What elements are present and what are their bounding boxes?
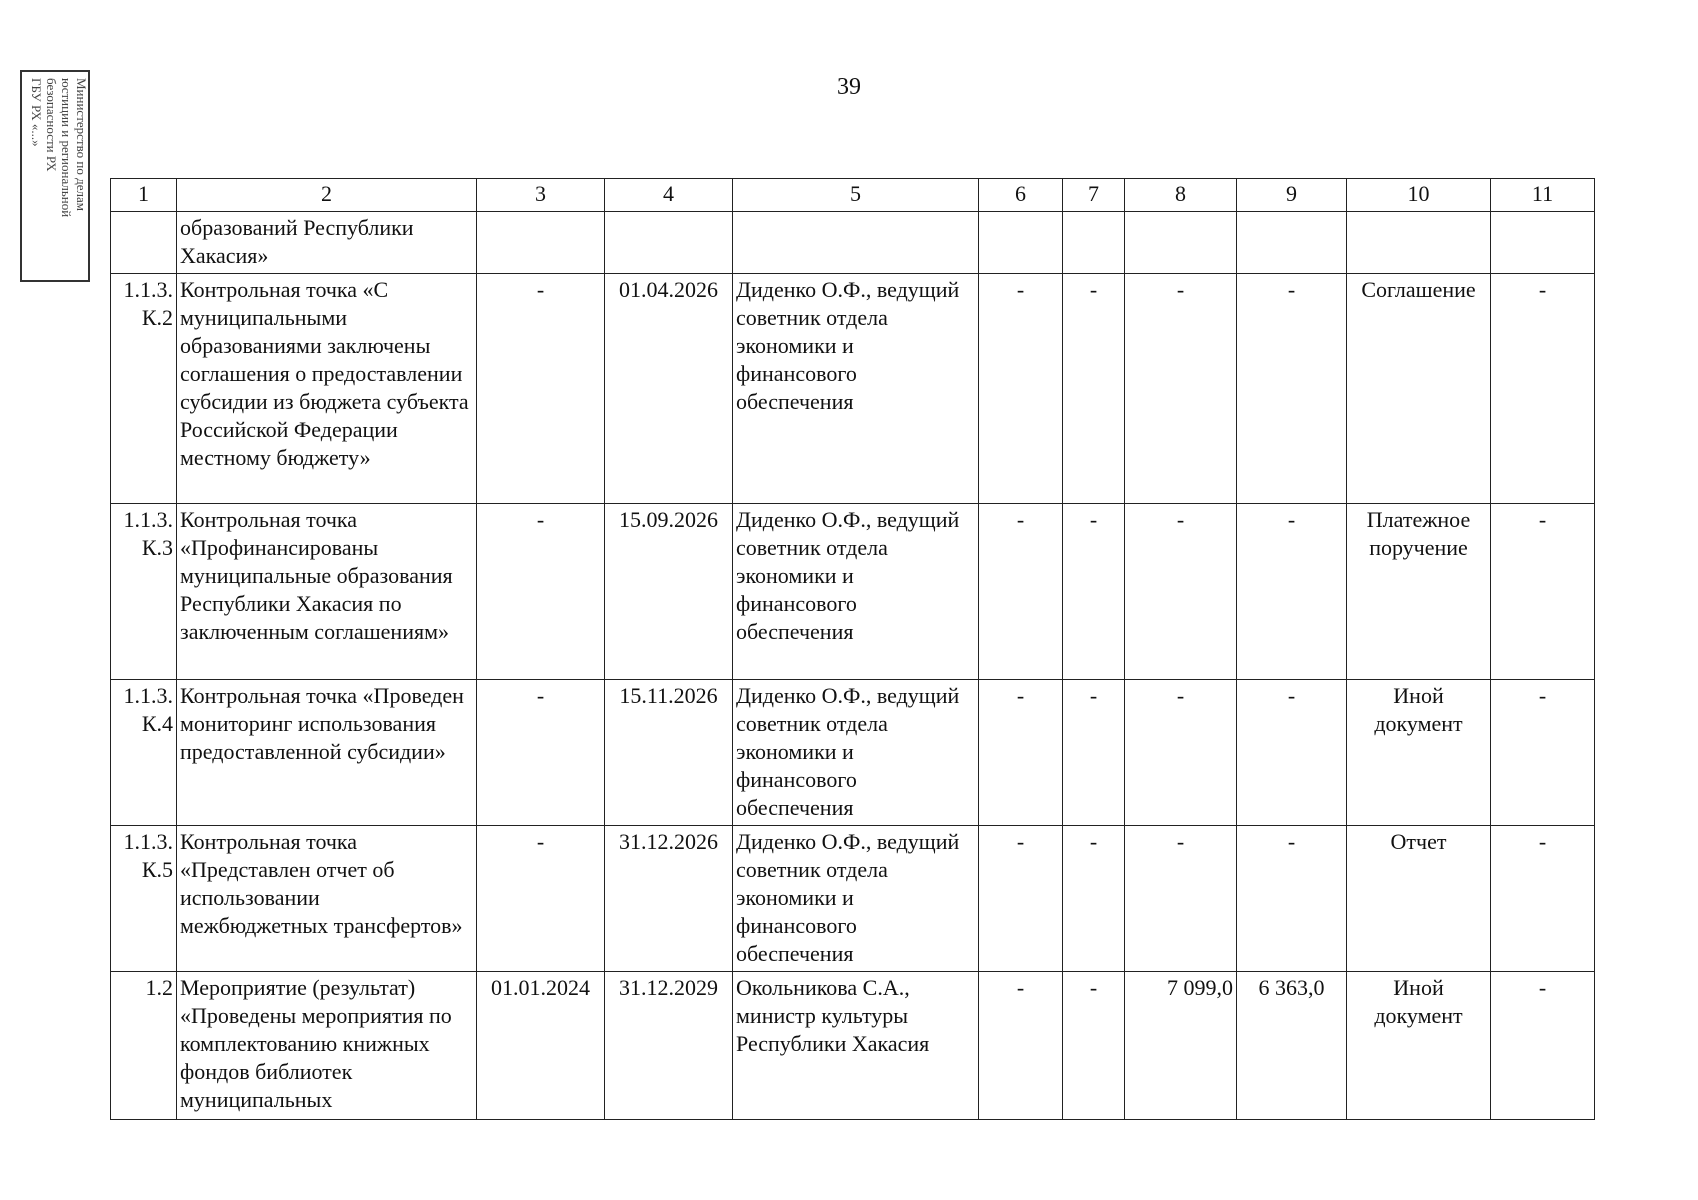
- cell-9: -: [1237, 680, 1347, 826]
- cell-end: 31.12.2029: [605, 972, 733, 1120]
- table-row: [111, 826, 1595, 972]
- header-cell: 5: [733, 179, 979, 212]
- table-row: [111, 504, 1595, 680]
- cell-end: 31.12.2026: [605, 826, 733, 972]
- stamp-line: безопасности РХ: [44, 78, 59, 172]
- header-cell: 6: [979, 179, 1063, 212]
- cell-11: -: [1491, 972, 1595, 1120]
- cell-6: -: [979, 504, 1063, 680]
- cell-responsible: [733, 212, 979, 274]
- cell-11: -: [1491, 274, 1595, 504]
- cell-code: 1.1.3. К.5: [111, 826, 177, 972]
- table-row: [111, 680, 1595, 826]
- cell-7: -: [1063, 274, 1125, 504]
- header-cell: 2: [177, 179, 477, 212]
- header-cell: 7: [1063, 179, 1125, 212]
- stamp-line: юстиции и региональной: [59, 78, 74, 218]
- cell-responsible: Диденко О.Ф., ведущий советник отдела экономики и финансового обеспечения: [733, 826, 979, 972]
- cell-6: -: [979, 274, 1063, 504]
- cell-11: [1491, 212, 1595, 274]
- cell-start: [477, 212, 605, 274]
- table-row: [111, 274, 1595, 504]
- cell-7: -: [1063, 680, 1125, 826]
- cell-6: -: [979, 680, 1063, 826]
- cell-7: -: [1063, 504, 1125, 680]
- cell-8: -: [1125, 680, 1237, 826]
- cell-document: Иной документ: [1347, 680, 1491, 826]
- table-row: [111, 972, 1595, 1120]
- cell-start: -: [477, 680, 605, 826]
- cell-code: 1.2: [111, 972, 177, 1120]
- cell-8: -: [1125, 504, 1237, 680]
- cell-name: образований Республики Хакасия»: [177, 212, 477, 274]
- header-cell: 11: [1491, 179, 1595, 212]
- cell-document: Соглашение: [1347, 274, 1491, 504]
- stamp-text: [22, 72, 92, 284]
- cell-name: Контрольная точка «Профинансированы муниципальные образования Республики Хакасия по заключенным соглашениям»: [177, 504, 477, 680]
- cell-document: [1347, 212, 1491, 274]
- header-cell: 1: [111, 179, 177, 212]
- cell-9: 6 363,0: [1237, 972, 1347, 1120]
- cell-11: -: [1491, 680, 1595, 826]
- cell-8: -: [1125, 274, 1237, 504]
- header-cell: 9: [1237, 179, 1347, 212]
- cell-8: [1125, 212, 1237, 274]
- page-number: 39: [837, 74, 861, 100]
- cell-responsible: Диденко О.Ф., ведущий советник отдела экономики и финансового обеспечения: [733, 274, 979, 504]
- registration-stamp: [20, 70, 90, 282]
- cell-name: Контрольная точка «С муниципальными образованиями заключены соглашения о предоставлении субсидии из бюджета субъекта Российской Федерации местному бюджету»: [177, 274, 477, 504]
- header-cell: 8: [1125, 179, 1237, 212]
- cell-11: -: [1491, 504, 1595, 680]
- cell-start: -: [477, 504, 605, 680]
- cell-6: -: [979, 972, 1063, 1120]
- cell-responsible: Окольникова С.А., министр культуры Республики Хакасия: [733, 972, 979, 1120]
- cell-document: Отчет: [1347, 826, 1491, 972]
- cell-8: 7 099,0: [1125, 972, 1237, 1120]
- header-cell: 10: [1347, 179, 1491, 212]
- cell-code: 1.1.3. К.3: [111, 504, 177, 680]
- cell-7: [1063, 212, 1125, 274]
- cell-9: -: [1237, 274, 1347, 504]
- cell-end: [605, 212, 733, 274]
- header-cell: 4: [605, 179, 733, 212]
- cell-9: -: [1237, 504, 1347, 680]
- cell-document: Иной документ: [1347, 972, 1491, 1120]
- cell-code: [111, 212, 177, 274]
- cell-start: -: [477, 826, 605, 972]
- table-row: [111, 212, 1595, 274]
- stamp-line: ГБУ РХ «...»: [29, 78, 44, 147]
- cell-name: Контрольная точка «Проведен мониторинг использования предоставленной субсидии»: [177, 680, 477, 826]
- cell-end: 15.11.2026: [605, 680, 733, 826]
- cell-7: -: [1063, 826, 1125, 972]
- cell-name: Контрольная точка «Представлен отчет об использовании межбюджетных трансфертов»: [177, 826, 477, 972]
- cell-11: -: [1491, 826, 1595, 972]
- cell-6: [979, 212, 1063, 274]
- cell-start: -: [477, 274, 605, 504]
- cell-end: 15.09.2026: [605, 504, 733, 680]
- cell-code: 1.1.3. К.4: [111, 680, 177, 826]
- cell-6: -: [979, 826, 1063, 972]
- cell-start: 01.01.2024: [477, 972, 605, 1120]
- plan-table: [110, 178, 1595, 1120]
- cell-name: Мероприятие (результат) «Проведены мероприятия по комплектованию книжных фондов библиотек муниципальных: [177, 972, 477, 1120]
- cell-7: -: [1063, 972, 1125, 1120]
- stamp-line: Министерство по делам: [74, 78, 89, 211]
- cell-9: [1237, 212, 1347, 274]
- header-cell: 3: [477, 179, 605, 212]
- cell-responsible: Диденко О.Ф., ведущий советник отдела экономики и финансового обеспечения: [733, 504, 979, 680]
- cell-document: Платежное поручение: [1347, 504, 1491, 680]
- cell-code: 1.1.3. К.2: [111, 274, 177, 504]
- cell-responsible: Диденко О.Ф., ведущий советник отдела экономики и финансового обеспечения: [733, 680, 979, 826]
- table-header-row: [111, 179, 1595, 212]
- cell-end: 01.04.2026: [605, 274, 733, 504]
- cell-8: -: [1125, 826, 1237, 972]
- cell-9: -: [1237, 826, 1347, 972]
